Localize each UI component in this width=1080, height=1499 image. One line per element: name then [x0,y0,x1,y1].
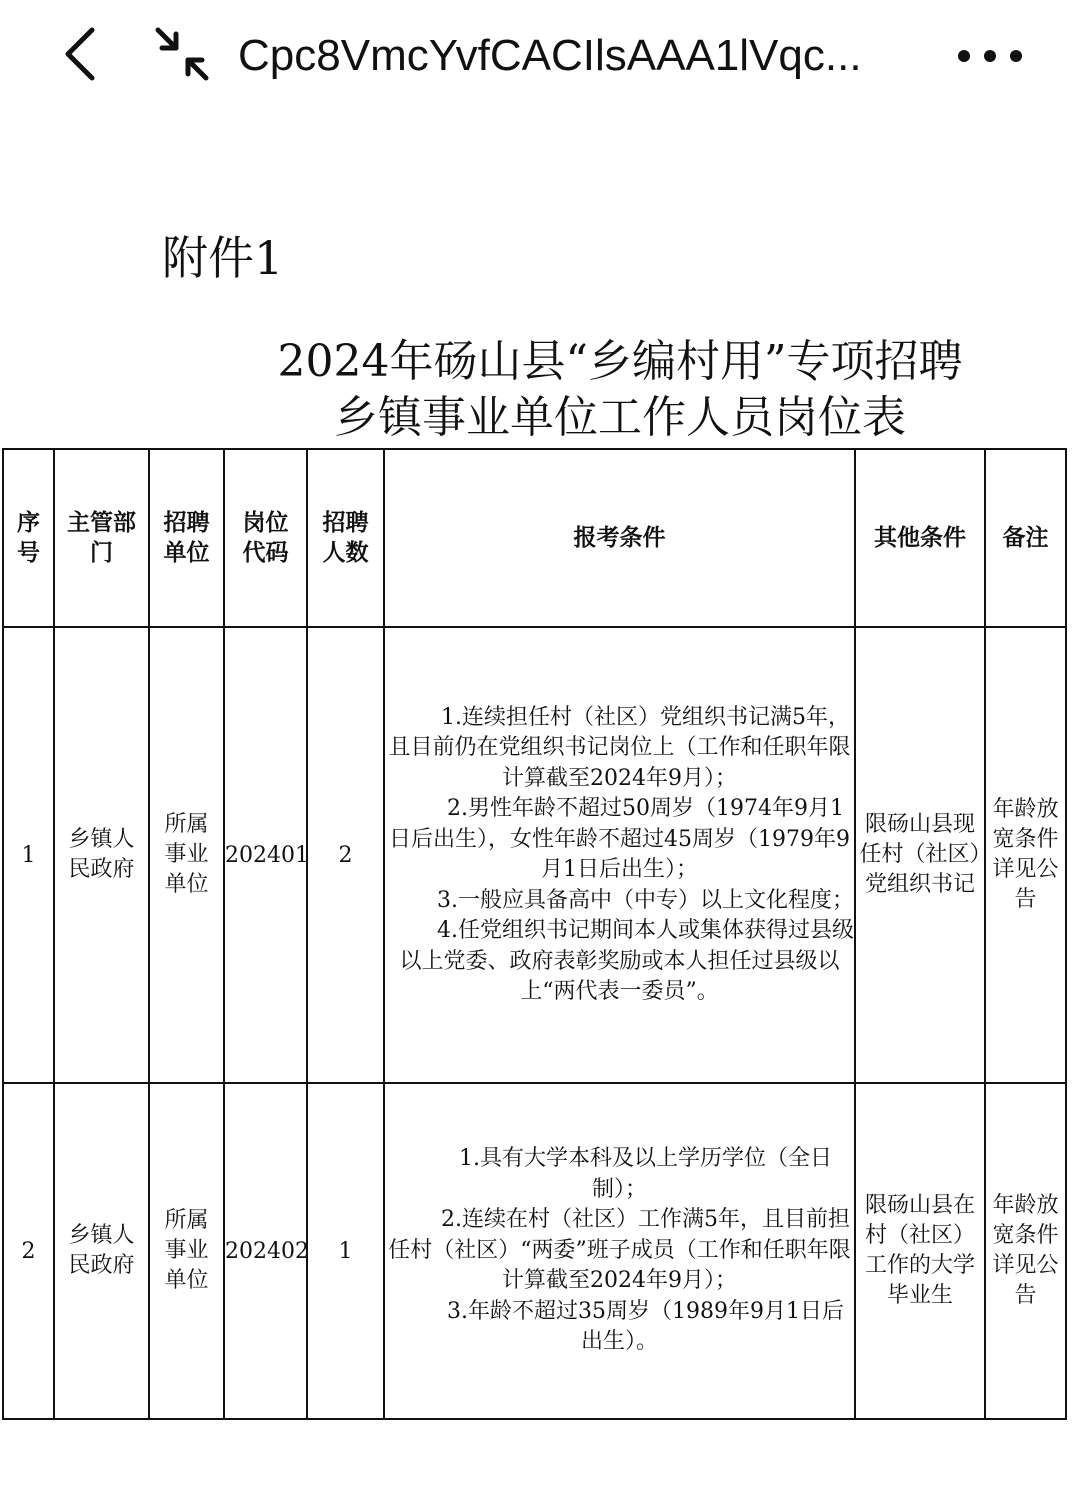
title-line-2: 乡镇事业单位工作人员岗位表 [334,392,906,443]
row-index: 1 [3,627,54,1083]
requirement-item: 1.连续担任村（社区）党组织书记满5年，且目前仍在党组织书记岗位上（工作和任职年限计算截至2024年9月）； [388,704,851,791]
table-row [3,627,1066,1083]
title-line-1: 2024年砀山县“乡编村用”专项招聘 [277,336,963,387]
back-button[interactable] [52,22,112,86]
table-row [3,1083,1066,1419]
row-note: 年龄放宽条件详见公告 [985,1083,1066,1419]
row-code: 202402 [224,1083,307,1419]
attachment-label: 附件1 [162,231,284,285]
row-code: 202401 [224,627,307,1083]
chevron-left-icon [52,22,112,86]
document-title [160,334,1080,446]
row-note: 年龄放宽条件详见公告 [985,627,1066,1083]
requirement-item: 1.具有大学本科及以上学历学位（全日制）； [459,1146,832,1202]
header-unit: 招聘单位 [149,449,224,627]
row-count: 1 [307,1083,384,1419]
exit-fullscreen-button[interactable] [152,24,212,84]
row-department: 乡镇人民政府 [54,1083,149,1419]
row-unit: 所属事业单位 [149,1083,224,1419]
requirement-item: 3.年龄不超过35周岁（1989年9月1日后出生）。 [447,1298,844,1355]
positions-table [2,448,1067,1420]
requirement-item: 3.一般应具备高中（中专）以上文化程度； [437,887,854,913]
requirement-item: 2.连续在村（社区）工作满5年，且目前担任村（社区）“两委”班子成员（工作和任职年限计算截至2024年9月）； [388,1207,851,1294]
header-other: 其他条件 [855,449,985,627]
collapse-arrows-icon [152,24,212,84]
header-code: 岗位代码 [224,449,307,627]
row-count: 2 [307,627,384,1083]
row-department: 乡镇人民政府 [54,627,149,1083]
row-requirements [384,627,855,1083]
row-other-conditions: 限砀山县现任村（社区）党组织书记 [855,627,985,1083]
row-requirements [384,1083,855,1419]
row-unit: 所属事业单位 [149,627,224,1083]
top-bar [0,0,1080,120]
table-header-row [3,449,1066,627]
header-note: 备注 [985,449,1066,627]
file-name-title: Cpc8VmcYvfCACIlsAAA1lVqc... [238,31,862,80]
header-index: 序号 [3,449,54,627]
header-count: 招聘人数 [307,449,384,627]
header-requirements: 报考条件 [384,449,855,627]
row-other-conditions: 限砀山县在村（社区）工作的大学毕业生 [855,1083,985,1419]
more-dots-icon [952,28,1028,84]
header-department: 主管部门 [54,449,149,627]
requirement-item: 2.男性年龄不超过50周岁（1974年9月1日后出生），女性年龄不超过45周岁（1979年9月1日后出生）； [389,796,850,882]
requirement-item: 4.任党组织书记期间本人或集体获得过县级以上党委、政府表彰奖励或本人担任过县级以上“两代表一委员”。 [399,918,854,1004]
more-options-button[interactable] [952,28,1028,84]
row-index: 2 [3,1083,54,1419]
